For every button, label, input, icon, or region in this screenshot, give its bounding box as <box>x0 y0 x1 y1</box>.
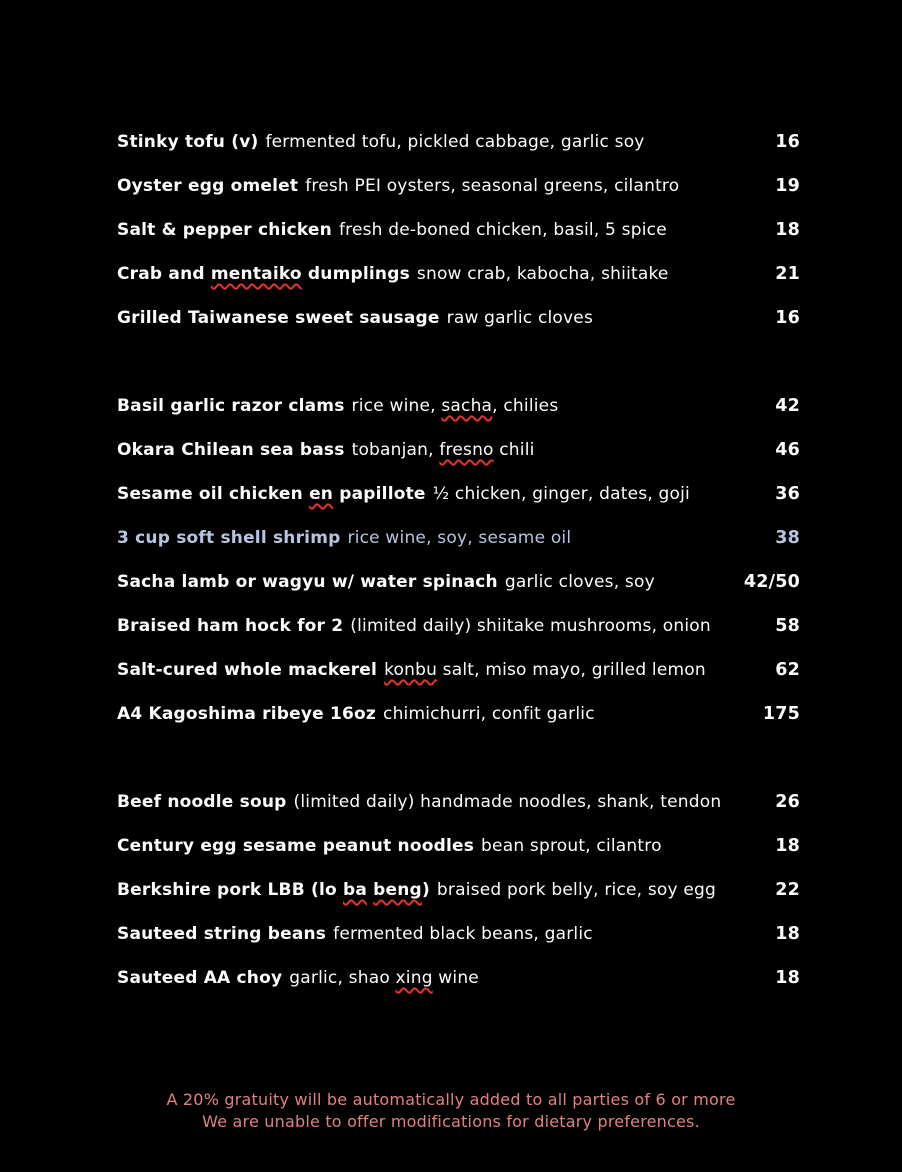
misspelled-word: mentaiko <box>210 264 302 284</box>
dish-desc <box>265 132 644 152</box>
dish-name <box>117 308 440 328</box>
dish-desc <box>481 836 662 856</box>
dish <box>117 220 667 240</box>
dish-name <box>117 440 345 460</box>
menu-item <box>117 120 800 164</box>
dish-desc <box>384 660 706 680</box>
menu-item <box>117 604 800 648</box>
dish-name <box>117 836 474 856</box>
misspelled-word: en <box>309 484 334 504</box>
dish <box>117 880 716 900</box>
text-segment: bean sprout, cilantro <box>481 836 662 856</box>
misspelled-word: fresno <box>439 440 494 460</box>
dish-desc <box>383 704 595 724</box>
dish <box>117 484 690 504</box>
menu-item <box>117 252 800 296</box>
text-segment: ) <box>421 880 430 900</box>
dish-price: 16 <box>775 308 800 328</box>
text-segment: chimichurri, confit garlic <box>383 704 595 724</box>
text-segment: Okara Chilean sea bass <box>117 440 345 460</box>
dish-name <box>117 704 376 724</box>
dish <box>117 924 593 944</box>
text-segment: (limited daily) shiitake mushrooms, onion <box>350 616 711 636</box>
dish-price: 21 <box>775 264 800 284</box>
dish-name <box>117 616 343 636</box>
dish-price: 26 <box>775 792 800 812</box>
misspelled-word: konbu <box>384 660 438 680</box>
dish <box>117 704 595 724</box>
text-segment: , chilies <box>492 396 559 416</box>
dish-desc <box>352 440 535 460</box>
dish-desc <box>417 264 669 284</box>
dish-price: 18 <box>775 836 800 856</box>
text-segment: rice wine, soy, sesame oil <box>347 528 572 548</box>
footer-note-line-1: A 20% gratuity will be automatically added to all parties of 6 or more <box>166 1090 736 1109</box>
dish <box>117 308 593 328</box>
dish-price: 175 <box>762 704 800 724</box>
menu-item <box>117 164 800 208</box>
misspelled-word: beng <box>373 880 422 900</box>
menu-item <box>117 296 800 340</box>
text-segment: 3 cup soft shell shrimp <box>117 528 341 548</box>
dish <box>117 396 558 416</box>
dish <box>117 616 711 636</box>
text-segment: papillote <box>333 484 426 504</box>
dish-price: 16 <box>775 132 800 152</box>
menu-item <box>117 560 800 604</box>
dish-price: 19 <box>775 176 800 196</box>
text-segment: fermented black beans, garlic <box>333 924 593 944</box>
text-segment: tobanjan, <box>351 440 440 460</box>
dish <box>117 264 669 284</box>
menu-item <box>117 824 800 868</box>
dish-desc <box>433 484 690 504</box>
misspelled-word: sacha <box>441 396 493 416</box>
text-segment: Salt-cured whole mackerel <box>117 660 378 680</box>
dish-price: 36 <box>775 484 800 504</box>
dish-price: 58 <box>775 616 800 636</box>
section-gap <box>117 340 800 384</box>
dish-name <box>117 176 298 196</box>
text-segment: chili <box>493 440 535 460</box>
text-segment: wine <box>432 968 479 988</box>
text-segment: Stinky tofu (v) <box>117 132 259 152</box>
dish-name <box>117 528 341 548</box>
dish-desc <box>352 396 559 416</box>
dish-name <box>117 132 258 152</box>
text-segment: Sauteed AA choy <box>117 968 283 988</box>
text-segment: Braised ham hock for 2 <box>117 616 344 636</box>
text-segment: Berkshire pork LBB (lo <box>117 880 343 900</box>
text-segment: fermented tofu, pickled cabbage, garlic soy <box>265 132 645 152</box>
dish <box>117 836 662 856</box>
text-segment: garlic cloves, soy <box>504 572 655 592</box>
dish-desc <box>289 968 479 988</box>
menu-item <box>117 692 800 736</box>
text-segment: rice wine, <box>351 396 442 416</box>
dish-name <box>117 924 326 944</box>
text-segment: Grilled Taiwanese sweet sausage <box>117 308 440 328</box>
dish-desc <box>437 880 716 900</box>
dish-price: 18 <box>775 924 800 944</box>
dish-price: 38 <box>775 528 800 548</box>
dish-price: 46 <box>775 440 800 460</box>
text-segment: fresh PEI oysters, seasonal greens, cilantro <box>305 176 680 196</box>
dish-price: 42 <box>775 396 800 416</box>
dish-name <box>117 220 332 240</box>
text-segment: fresh de-boned chicken, basil, 5 spice <box>338 220 667 240</box>
dish-name <box>117 572 498 592</box>
dish <box>117 528 571 548</box>
text-segment: Basil garlic razor clams <box>117 396 345 416</box>
dish-desc <box>333 924 593 944</box>
misspelled-word: ba <box>342 880 368 900</box>
dish <box>117 176 679 196</box>
dish-price: 42/50 <box>743 572 800 592</box>
text-segment: ½ chicken, ginger, dates, goji <box>432 484 690 504</box>
menu-item <box>117 208 800 252</box>
dish-price: 22 <box>775 880 800 900</box>
menu-item <box>117 384 800 428</box>
dish <box>117 572 655 592</box>
menu-item <box>117 868 800 912</box>
footer-note-line-2: We are unable to offer modifications for dietary preferences. <box>202 1111 700 1131</box>
dish-name <box>117 792 287 812</box>
dish-desc <box>305 176 679 196</box>
text-segment: braised pork belly, rice, soy egg <box>436 880 717 900</box>
menu-item <box>117 780 800 824</box>
text-segment: A4 Kagoshima ribeye 16oz <box>117 704 377 724</box>
dish-name <box>117 396 345 416</box>
dish-desc <box>339 220 667 240</box>
menu-item <box>117 956 800 1000</box>
text-segment: Oyster egg omelet <box>117 176 299 196</box>
dish-price: 18 <box>775 968 800 988</box>
dish <box>117 660 706 680</box>
text-segment: Beef noodle soup <box>117 792 287 812</box>
text-segment: snow crab, kabocha, shiitake <box>416 264 669 284</box>
dish-desc <box>447 308 593 328</box>
dish <box>117 440 535 460</box>
dish-desc <box>350 616 711 636</box>
menu <box>117 120 800 1000</box>
dish-desc <box>505 572 655 592</box>
section-gap <box>117 736 800 780</box>
menu-item <box>117 428 800 472</box>
text-segment: Crab and <box>117 264 211 284</box>
dish-name <box>117 660 377 680</box>
text-segment: salt, miso mayo, grilled lemon <box>437 660 706 680</box>
text-segment: garlic, shao <box>289 968 396 988</box>
menu-item <box>117 516 800 560</box>
misspelled-word: xing <box>395 968 433 988</box>
footer-note <box>0 1089 902 1132</box>
text-segment: Sesame oil chicken <box>117 484 310 504</box>
menu-item <box>117 912 800 956</box>
dish <box>117 132 645 152</box>
dish-desc <box>348 528 572 548</box>
menu-item <box>117 472 800 516</box>
dish-name <box>117 484 426 504</box>
text-segment: Salt & pepper chicken <box>117 220 332 240</box>
text-segment: dumplings <box>301 264 410 284</box>
dish-price: 18 <box>775 220 800 240</box>
dish <box>117 792 721 812</box>
text-segment: Century egg sesame peanut noodles <box>117 836 475 856</box>
text-segment: (limited daily) handmade noodles, shank, tendon <box>293 792 722 812</box>
text-segment: raw garlic cloves <box>446 308 593 328</box>
dish-name <box>117 264 410 284</box>
dish-price: 62 <box>775 660 800 680</box>
text-segment: Sauteed string beans <box>117 924 327 944</box>
dish-desc <box>294 792 722 812</box>
dish-name <box>117 968 282 988</box>
text-segment: Sacha lamb or wagyu w/ water spinach <box>117 572 498 592</box>
dish-name <box>117 880 430 900</box>
menu-item <box>117 648 800 692</box>
dish <box>117 968 479 988</box>
